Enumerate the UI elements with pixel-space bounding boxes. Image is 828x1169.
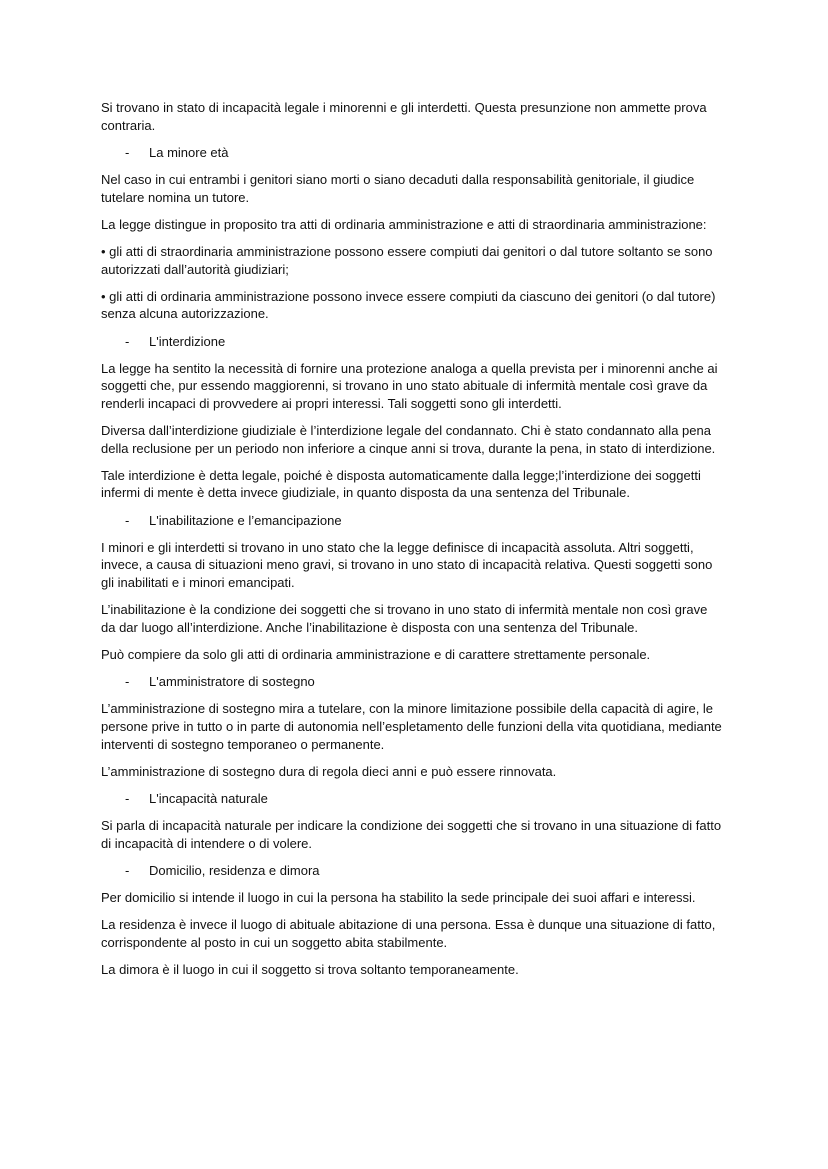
section-heading [101,673,724,691]
paragraph: Si trovano in stato di incapacità legale i minorenni e gli interdetti. Questa presunzione non ammette prova contraria. [101,100,707,133]
section-heading [101,144,724,162]
section-heading [101,862,724,880]
dash-bullet: - [125,862,130,878]
dash-bullet: - [125,674,130,690]
bullet-paragraph: • gli atti di straordinaria amministrazione possono essere compiuti dai genitori o dal tutore soltanto se sono autorizzati dall’autorità giudiziari; [101,243,713,277]
dash-bullet: - [125,512,130,528]
section-heading [101,333,724,351]
paragraph: La legge distingue in proposito tra atti di ordinaria amministrazione e atti di straordinaria amministrazione: [101,216,707,232]
section-heading-text: Domicilio, residenza e dimora [149,862,320,878]
paragraph: L’amministrazione di sostegno mira a tutelare, con la minore limitazione possibile della capacità di agire, le persone prive in tutto o in parte di autonomia nell’espletamento delle funzioni della vita quotidiana, mediante interventi di sostegno temporaneo o permanente. [101,701,722,752]
paragraph: I minori e gli interdetti si trovano in uno stato che la legge definisce di incapacità assoluta. Altri soggetti, invece, a causa di situazioni meno gravi, si trovano in uno stato di incapacità relativa. Questi soggetti sono gli inabilitati e i minori emancipati. [101,539,713,590]
paragraph: Diversa dall’interdizione giudiziale è l’interdizione legale del condannato. Chi è stato condannato alla pena della reclusione per un periodo non inferiore a cinque anni si trova, durante la pena, in stato di interdizione. [101,423,716,456]
section-heading-text: La minore età [149,144,229,160]
paragraph: Per domicilio si intende il luogo in cui la persona ha stabilito la sede principale dei suoi affari e interessi. [101,890,696,906]
paragraph: Può compiere da solo gli atti di ordinaria amministrazione e di carattere strettamente personale. [101,646,651,662]
section-heading [101,790,724,808]
section-heading-text: L'inabilitazione e l’emancipazione [149,512,342,528]
paragraph: La legge ha sentito la necessità di fornire una protezione analoga a quella prevista per i minorenni anche ai soggetti che, pur essendo maggiorenni, si trovano in uno stato abituale di infermità mentale così grave da renderli incapaci di provvedere ai propri interessi. Tali soggetti sono gli interdetti. [101,360,718,411]
section-heading [101,512,724,530]
bullet-paragraph: • gli atti di ordinaria amministrazione possono invece essere compiuti da ciascuno dei genitori (o dal tutore) senza alcuna autorizzazione. [101,288,716,322]
dash-bullet: - [125,144,130,160]
paragraph: Tale interdizione è detta legale, poiché è disposta automaticamente dalla legge;l’interdizione dei soggetti infermi di mente è detta invece giudiziale, in quanto disposta da una sentenza del Tribunale. [101,467,701,501]
paragraph: L’amministrazione di sostegno dura di regola dieci anni e può essere rinnovata. [101,763,557,779]
dash-bullet: - [125,790,130,806]
paragraph: Si parla di incapacità naturale per indicare la condizione dei soggetti che si trovano in una situazione di fatto di incapacità di intendere o di volere. [101,818,722,851]
paragraph: Nel caso in cui entrambi i genitori siano morti o siano decaduti dalla responsabilità genitoriale, il giudice tutelare nomina un tutore. [101,171,695,205]
section-heading-text: L'amministratore di sostegno [149,674,315,690]
dash-bullet: - [125,333,130,349]
paragraph: La residenza è invece il luogo di abituale abitazione di una persona. Essa è dunque una situazione di fatto, corrispondente al posto in cui un soggetto abita stabilmente. [101,917,716,950]
paragraph: La dimora è il luogo in cui il soggetto si trova soltanto temporaneamente. [101,962,519,978]
section-heading-text: L'incapacità naturale [149,790,268,806]
paragraph: L’inabilitazione è la condizione dei soggetti che si trovano in uno stato di infermità mentale non così grave da dar luogo all’interdizione. Anche l’inabilitazione è disposta con una sentenza del Tribunale. [101,602,708,635]
section-heading-text: L'interdizione [149,333,226,349]
